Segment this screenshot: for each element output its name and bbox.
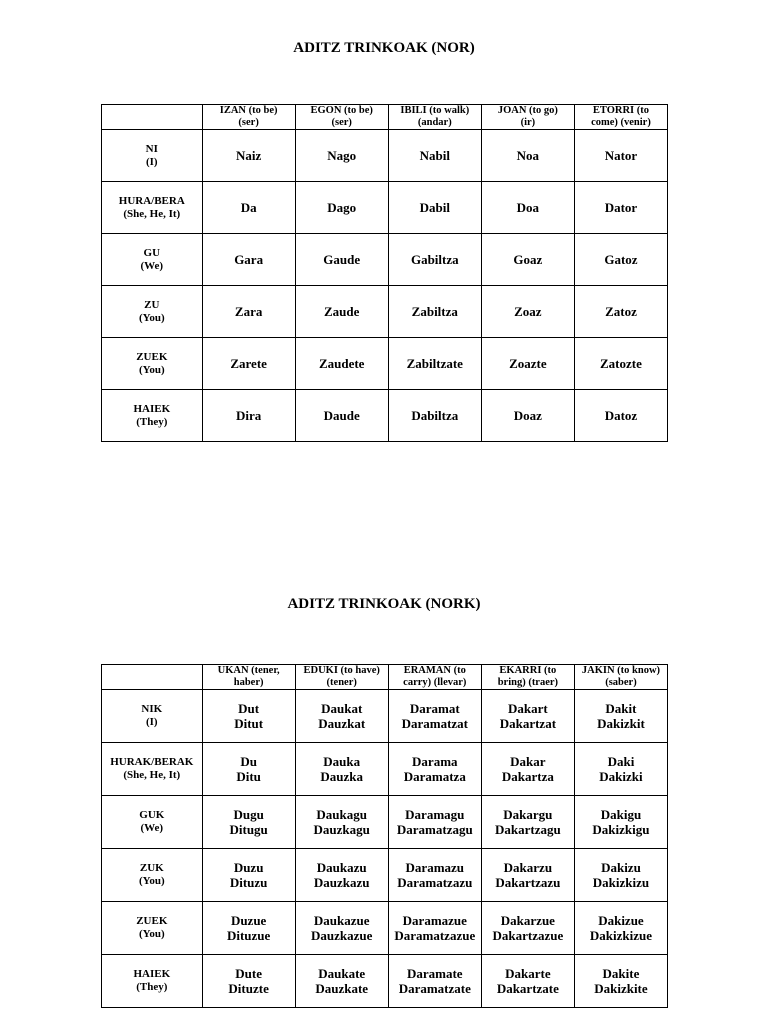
- verb-cell: Dakart Dakartzat: [481, 690, 574, 743]
- nork-header-ekarri: EKARRI (to bring) (traer): [481, 665, 574, 690]
- table-row: [102, 849, 668, 902]
- nor-header-izan: IZAN (to be) (ser): [202, 105, 295, 130]
- nork-header-ukan: UKAN (tener, haber): [202, 665, 295, 690]
- verb-cell: Duzu Dituzu: [202, 849, 295, 902]
- verb-cell: Daukazu Dauzkazu: [295, 849, 388, 902]
- verb-cell: Dakizu Dakizkizu: [574, 849, 667, 902]
- pronoun-cell: NI (I): [102, 130, 203, 182]
- verb-cell: Daramate Daramatzate: [388, 955, 481, 1008]
- verb-cell: Zoaz: [481, 286, 574, 338]
- table-row: [102, 690, 668, 743]
- nor-header-etorri: ETORRI (to come) (venir): [574, 105, 667, 130]
- verb-cell: Gara: [202, 234, 295, 286]
- pronoun-cell: HURA/BERA (She, He, It): [102, 182, 203, 234]
- pronoun-cell: ZUEK (You): [102, 338, 203, 390]
- verb-cell: Goaz: [481, 234, 574, 286]
- verb-cell: Daukate Dauzkate: [295, 955, 388, 1008]
- table-row: [102, 234, 668, 286]
- verb-cell: Nago: [295, 130, 388, 182]
- verb-cell: Dago: [295, 182, 388, 234]
- verb-cell: Dugu Ditugu: [202, 796, 295, 849]
- pronoun-cell: GU (We): [102, 234, 203, 286]
- nork-header-row: [102, 665, 668, 690]
- pronoun-cell: GUK (We): [102, 796, 203, 849]
- verb-cell: Zaudete: [295, 338, 388, 390]
- table-row: [102, 390, 668, 442]
- table-row: [102, 182, 668, 234]
- verb-cell: Dakizue Dakizkizue: [574, 902, 667, 955]
- nork-table-title: ADITZ TRINKOAK (NORK): [287, 596, 481, 612]
- table-row: [102, 743, 668, 796]
- verb-cell: Daramazu Daramatzazu: [388, 849, 481, 902]
- nor-header-ibili: IBILI (to walk) (andar): [388, 105, 481, 130]
- table-row: [102, 338, 668, 390]
- verb-cell: Duzue Dituzue: [202, 902, 295, 955]
- verb-cell: Daki Dakizki: [574, 743, 667, 796]
- verb-cell: Dakarte Dakartzate: [481, 955, 574, 1008]
- verb-cell: Zatoz: [574, 286, 667, 338]
- verb-cell: Gabiltza: [388, 234, 481, 286]
- verb-cell: Daukagu Dauzkagu: [295, 796, 388, 849]
- table-row: [102, 130, 668, 182]
- verb-cell: Du Ditu: [202, 743, 295, 796]
- verb-cell: Noa: [481, 130, 574, 182]
- verb-cell: Da: [202, 182, 295, 234]
- verb-cell: Datoz: [574, 390, 667, 442]
- pronoun-cell: ZU (You): [102, 286, 203, 338]
- pronoun-cell: ZUEK (You): [102, 902, 203, 955]
- pronoun-cell: HURAK/BERAK (She, He, It): [102, 743, 203, 796]
- table-row: [102, 902, 668, 955]
- verb-cell: Daukat Dauzkat: [295, 690, 388, 743]
- table-row: [102, 796, 668, 849]
- nork-header-eraman: ERAMAN (to carry) (llevar): [388, 665, 481, 690]
- verb-cell: Dakarzu Dakartzazu: [481, 849, 574, 902]
- verb-cell: Dabiltza: [388, 390, 481, 442]
- verb-cell: Zara: [202, 286, 295, 338]
- verb-cell: Gatoz: [574, 234, 667, 286]
- verb-cell: Daukazue Dauzkazue: [295, 902, 388, 955]
- verb-cell: Daramazue Daramatzazue: [388, 902, 481, 955]
- verb-cell: Dute Dituzte: [202, 955, 295, 1008]
- nork-header-eduki: EDUKI (to have) (tener): [295, 665, 388, 690]
- verb-cell: Nabil: [388, 130, 481, 182]
- verb-cell: Doa: [481, 182, 574, 234]
- nor-header-blank: [102, 105, 203, 130]
- pronoun-cell: NIK (I): [102, 690, 203, 743]
- pronoun-cell: ZUK (You): [102, 849, 203, 902]
- nor-header-joan: JOAN (to go) (ir): [481, 105, 574, 130]
- verb-cell: Dakarzue Dakartzazue: [481, 902, 574, 955]
- nor-table-title: ADITZ TRINKOAK (NOR): [293, 40, 475, 56]
- verb-cell: Dakargu Dakartzagu: [481, 796, 574, 849]
- verb-cell: Dakar Dakartza: [481, 743, 574, 796]
- verb-cell: Dauka Dauzka: [295, 743, 388, 796]
- nork-header-blank: [102, 665, 203, 690]
- verb-cell: Gaude: [295, 234, 388, 286]
- verb-cell: Dira: [202, 390, 295, 442]
- verb-cell: Zatozte: [574, 338, 667, 390]
- nor-verb-table: [101, 104, 668, 442]
- verb-cell: Dator: [574, 182, 667, 234]
- verb-cell: Zabiltzate: [388, 338, 481, 390]
- verb-cell: Dakit Dakizkit: [574, 690, 667, 743]
- pronoun-cell: HAIEK (They): [102, 955, 203, 1008]
- verb-cell: Dakigu Dakizkigu: [574, 796, 667, 849]
- nor-header-row: [102, 105, 668, 130]
- verb-cell: Darama Daramatza: [388, 743, 481, 796]
- verb-cell: Daude: [295, 390, 388, 442]
- verb-cell: Dabil: [388, 182, 481, 234]
- nor-header-egon: EGON (to be) (ser): [295, 105, 388, 130]
- table-row: [102, 286, 668, 338]
- table-row: [102, 955, 668, 1008]
- verb-cell: Naiz: [202, 130, 295, 182]
- nork-verb-table: [101, 664, 668, 1008]
- verb-cell: Daramagu Daramatzagu: [388, 796, 481, 849]
- verb-cell: Dut Ditut: [202, 690, 295, 743]
- verb-cell: Daramat Daramatzat: [388, 690, 481, 743]
- pronoun-cell: HAIEK (They): [102, 390, 203, 442]
- verb-cell: Zabiltza: [388, 286, 481, 338]
- verb-cell: Dakite Dakizkite: [574, 955, 667, 1008]
- nork-header-jakin: JAKIN (to know) (saber): [574, 665, 667, 690]
- verb-cell: Zarete: [202, 338, 295, 390]
- verb-cell: Doaz: [481, 390, 574, 442]
- verb-cell: Zaude: [295, 286, 388, 338]
- verb-cell: Zoazte: [481, 338, 574, 390]
- verb-cell: Nator: [574, 130, 667, 182]
